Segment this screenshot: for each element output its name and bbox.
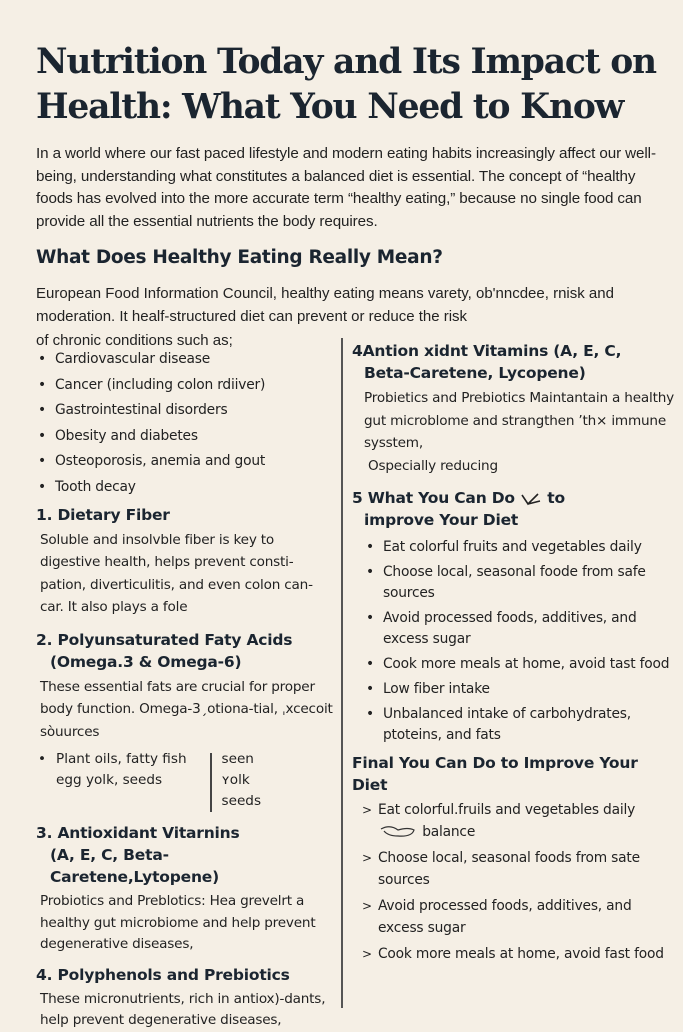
section-final — [352, 752, 678, 966]
section-heading-healthy-eating: What Does Healthy Eating Really Mean? — [36, 247, 443, 268]
list-item: • Cancer (including colon rdiiver) — [36, 376, 336, 394]
list-item: • Low fiber intake — [364, 679, 678, 700]
fat-sources — [40, 749, 336, 812]
list-item: • Choose local, seasonal foode from safe sources — [364, 562, 678, 604]
list-item: > Choose local, seasonal foods from sate sources — [352, 848, 678, 891]
polyphenols-text: These micronutrients, rich in antiox)-dants, help prevent degenerative diseases, — [40, 990, 326, 1029]
list-item — [352, 800, 678, 843]
what-you-can-do-list — [364, 537, 678, 746]
fats-heading-line2: (Omega.3 & Omega-6) — [50, 652, 242, 671]
list-item: • Avoid processed foods, additives, and excess sugar — [364, 608, 678, 650]
scribble-mark-icon — [520, 491, 542, 507]
left-column — [36, 350, 336, 1032]
vitamins-text: Probietics and Prebiotics Maintantain a healthy gut microblome and strangthen ’th× immune sysstem, — [364, 390, 674, 451]
definition-lead-in: of chronic conditions such as; — [36, 332, 233, 349]
section-what-you-can-do — [352, 487, 678, 746]
list-item: • Gastrointestinal disorders — [36, 401, 336, 419]
section-fats — [36, 629, 336, 813]
final-list — [352, 800, 678, 966]
definition-text: European Food Information Council, healthy eating means varety, ob'nncdee, rnisk and moderation. It healf-structured diet can prevent or reduce the risk — [36, 285, 614, 325]
conditions-list — [36, 350, 336, 496]
what-you-can-do-heading-line2: improve Your Diet — [364, 511, 519, 529]
what-you-can-do-heading-tail: to — [547, 489, 565, 507]
list-item: • Eat colorful fruits and vegetables daily — [364, 537, 678, 558]
antioxidants-heading — [36, 822, 336, 888]
list-item: • Obesity and diabetes — [36, 427, 336, 445]
fats-heading — [36, 629, 336, 673]
list-item: • Cook more meals at home, avoid tast food — [364, 654, 678, 675]
fat-source-b: seen ʏolk seeds — [221, 751, 262, 810]
list-item: • Osteoporosis, anemia and gout — [36, 452, 336, 470]
fats-heading-line1: 2. Polyunsaturated Faty Acids — [36, 630, 293, 649]
fiber-heading: 1. Dietary Fiber — [36, 505, 170, 524]
section-fiber — [36, 504, 336, 619]
final-heading: Final You Can Do to Improve Your Diet — [352, 754, 638, 794]
fat-sources-divider — [210, 753, 212, 812]
column-divider — [341, 338, 343, 1008]
fiber-text: Soluble and insolvble fiber is key to digestive health, helps prevent consti-pation, diverticulitis, and even colon can-car. It also plays a fole — [40, 531, 313, 616]
antioxidants-heading-line2: (A, E, C, Beta-Caretene,Lytopene) — [50, 846, 219, 887]
fats-text: These essential fats are crucial for proper body function. Omega-3ˏotiona-tial, ˌxcecoit sòuurces — [40, 678, 333, 740]
section-antioxidant-vitamins — [352, 340, 678, 477]
vitamins-heading-line2: Beta-Caretene, Lycopene) — [364, 364, 586, 382]
scribble-mark-icon — [378, 825, 418, 839]
vitamins-heading-line1: 4Antion xidnt Vitamins (A, E, C, — [352, 342, 622, 360]
right-column — [352, 340, 678, 971]
list-item: > Cook more meals at home, avoid fast food — [352, 944, 678, 966]
section-antioxidants — [36, 822, 336, 956]
antioxidants-text: Probiotics and Preblotics: Hea grevelrt a healthy gut microbiome and help prevent degenerative diseases, — [40, 893, 316, 953]
fat-source-a: • Plant oils, fatty fish egg yolk, seeds — [40, 749, 204, 812]
what-you-can-do-heading-line1: 5 What You Can Do — [352, 489, 515, 507]
list-item: • Cardiovascular disease — [36, 350, 336, 368]
final-item-1-tail: balance — [422, 823, 476, 840]
list-item: • Unbalanced intake of carbohydrates, ptoteins, and fats — [364, 704, 678, 746]
final-item-1-text: Eat colorful.fruils and vegetables daily — [378, 802, 636, 818]
vitamins-heading — [352, 340, 678, 384]
section-polyphenols — [36, 964, 336, 1032]
list-item: > Avoid processed foods, additives, and excess sugar — [352, 896, 678, 939]
polyphenols-heading: 4. Polyphenols and Prebiotics — [36, 965, 290, 984]
list-item: • Tooth decay — [36, 478, 336, 496]
intro-paragraph: In a world where our fast paced lifestyle and modern eating habits increasingly affect our well-being, understanding what constitutes a balanced diet is essential. The concept of “healthy foods has evolved into the more accurate term “healthy eating,” because no single food can provide all the essential nutrients the body requires. — [36, 145, 656, 230]
vitamins-text-continued: Ospecially reducing — [368, 457, 498, 474]
what-you-can-do-heading — [352, 487, 678, 531]
antioxidants-heading-line1: 3. Antioxidant Vitarnins — [36, 824, 240, 843]
page-title: Nutrition Today and Its Impact on Health: What You Need to Know — [36, 42, 656, 127]
